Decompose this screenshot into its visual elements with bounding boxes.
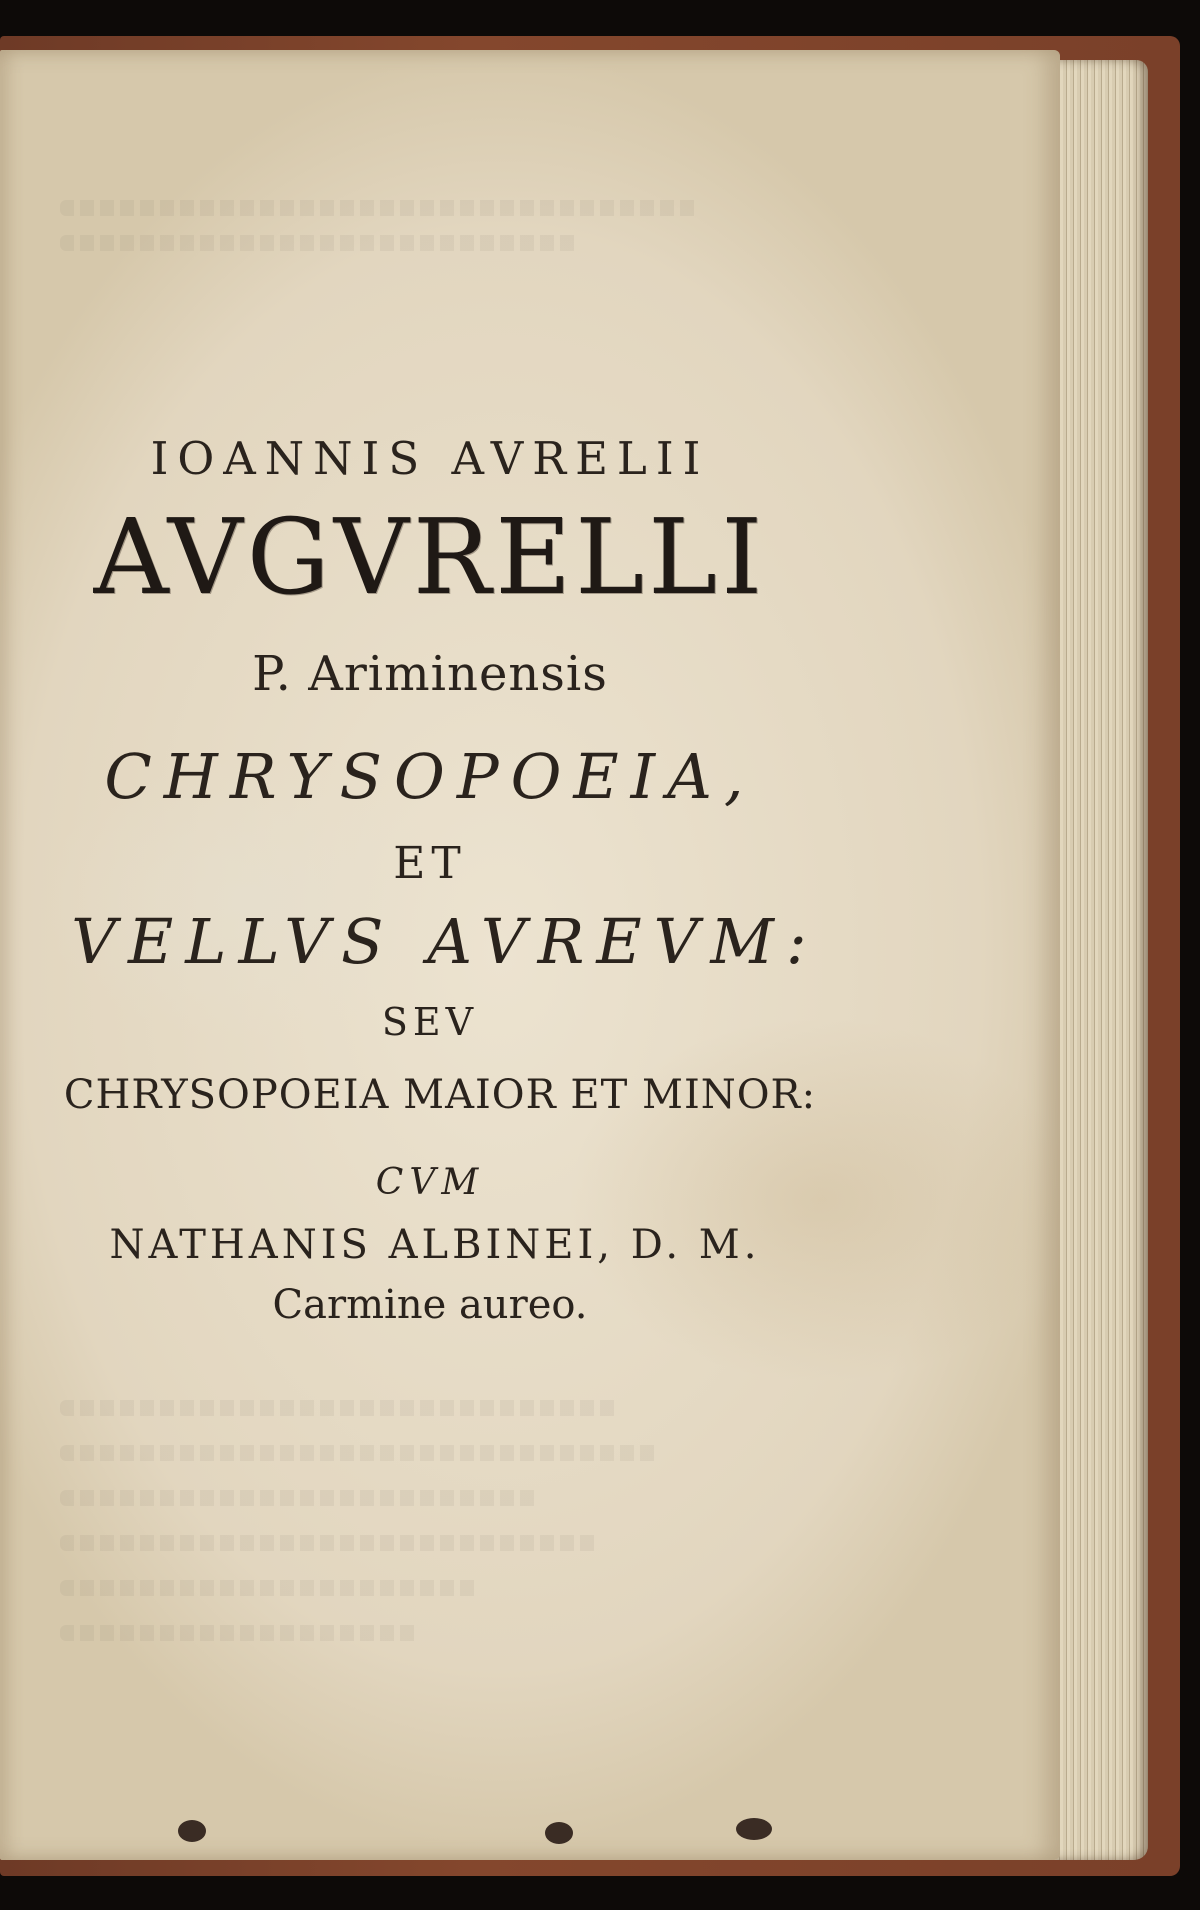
show-through-text [60, 1535, 600, 1551]
ink-fleck [178, 1820, 206, 1842]
author-epithet: P. Ariminensis [252, 646, 608, 702]
show-through-text [60, 1625, 420, 1641]
ink-fleck [736, 1818, 772, 1840]
show-through-text [60, 1445, 660, 1461]
work-title: CHRYSOPOEIA, [104, 740, 756, 813]
conjunction-seu: SEV [381, 1000, 479, 1044]
show-through-text [60, 1580, 480, 1596]
work-subtitle: VELLVS AVREVM: [71, 905, 819, 978]
author-first-names: IOANNIS AVRELII [150, 432, 710, 485]
title-page [0, 50, 1060, 1860]
alternative-title: CHRYSOPOEIA MAIOR ET MINOR: [63, 1072, 817, 1118]
show-through-text [60, 235, 580, 251]
contributor-work: Carmine aureo. [272, 1282, 588, 1328]
author-surname: AVGVRELLI [93, 496, 767, 618]
conjunction-et: ET [393, 838, 467, 889]
show-through-text [60, 200, 700, 216]
show-through-text [60, 1490, 540, 1506]
contributor-name: NATHANIS ALBINEI, D. M. [109, 1222, 761, 1268]
preposition-cum: CVM [375, 1162, 485, 1203]
ink-fleck [545, 1822, 573, 1844]
show-through-text [60, 1400, 620, 1416]
